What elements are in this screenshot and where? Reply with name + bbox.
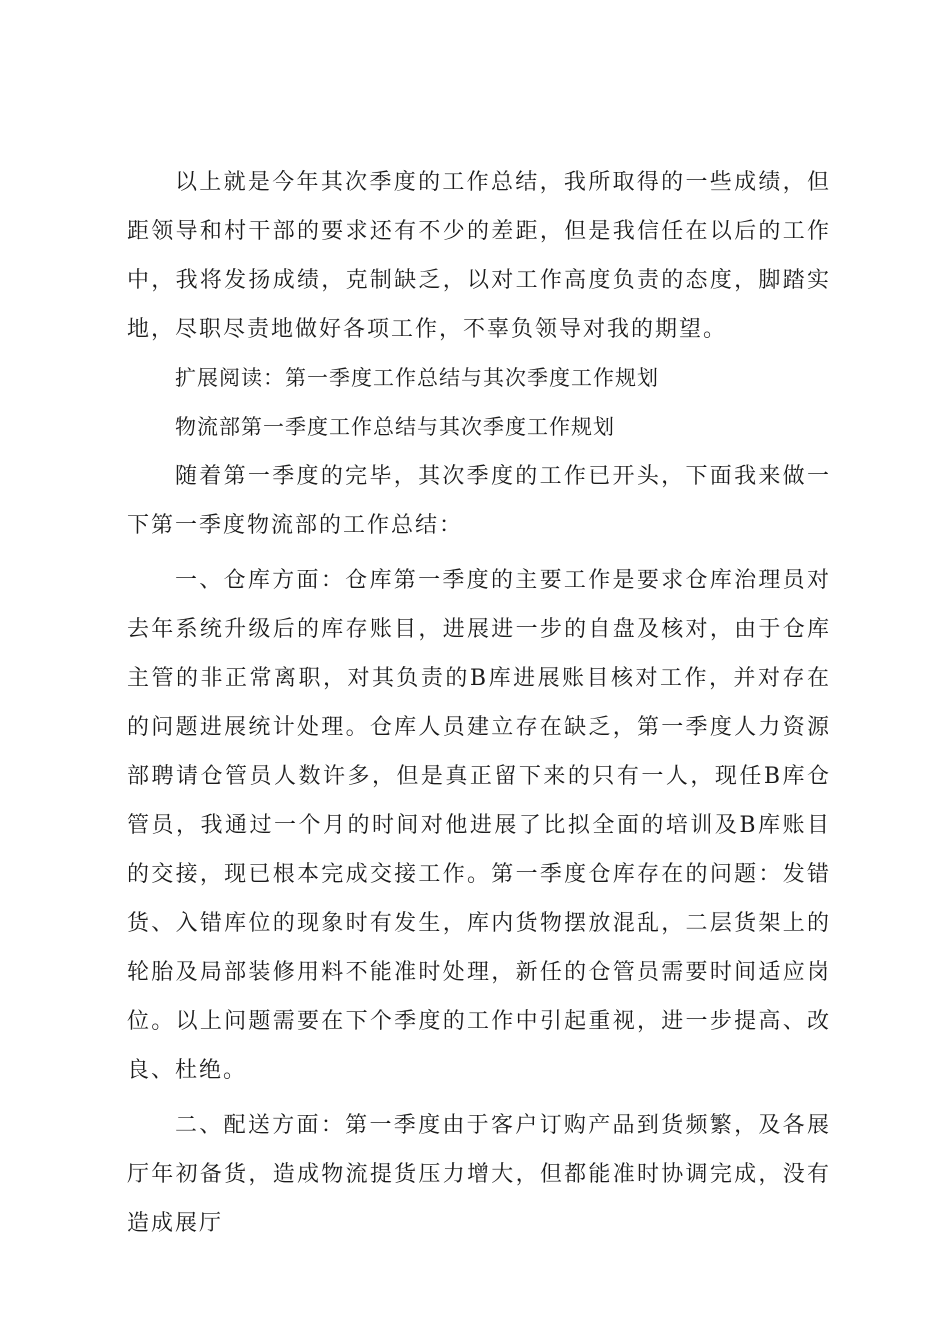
logistics-report-title: 物流部第一季度工作总结与其次季度工作规划 (175, 415, 615, 439)
extended-reading-heading: 扩展阅读：第一季度工作总结与其次季度工作规划 (175, 366, 659, 390)
intro-paragraph: 随着第一季度的完毕，其次季度的工作已开头，下面我来做一下第一季度物流部的工作总结： (127, 464, 831, 538)
document-body (127, 158, 831, 1248)
delivery-section-paragraph: 二、配送方面：第一季度由于客户订购产品到货频繁，及各展厅年初备货，造成物流提货压力增大，但都能准时协调完成，没有造成展厅 (127, 1113, 831, 1236)
closing-summary-paragraph: 以上就是今年其次季度的工作总结，我所取得的一些成绩，但距领导和村干部的要求还有不少的差距，但是我信任在以后的工作中，我将发扬成绩，克制缺乏，以对工作高度负责的态度，脚踏实地，尽职尽责地做好各项工作，不辜负领导对我的期望。 (127, 170, 831, 342)
warehouse-section-paragraph: 一、仓库方面：仓库第一季度的主要工作是要求仓库治理员对去年系统升级后的库存账目，进展进一步的自盘及核对，由于仓库主管的非正常离职，对其负责的B库进展账目核对工作，并对存在的问题进展统计处理。仓库人员建立存在缺乏，第一季度人力资源部聘请仓管员人数许多，但是真正留下来的只有一人，现任B库仓管员，我通过一个月的时间对他进展了比拟全面的培训及B库账目的交接，现已根本完成交接工作。第一季度仓库存在的问题：发错货、入错库位的现象时有发生，库内货物摆放混乱，二层货架上的轮胎及局部装修用料不能准时处理，新任的仓管员需要时间适应岗位。以上问题需要在下个季度的工作中引起重视，进一步提高、改良、杜绝。 (127, 568, 831, 1083)
